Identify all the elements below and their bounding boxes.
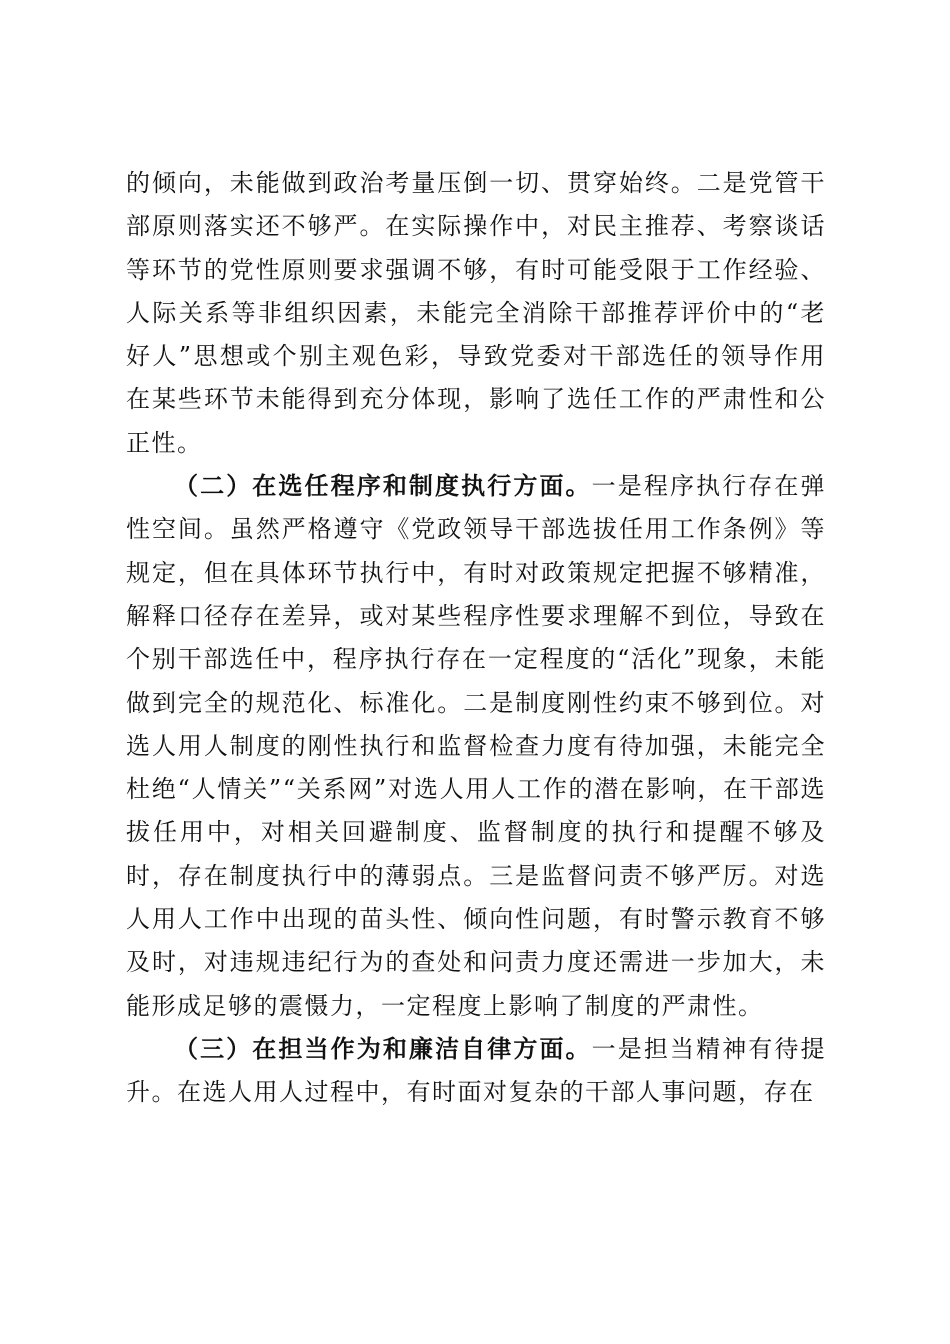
section-heading: （二）在选任程序和制度执行方面。 — [174, 472, 592, 501]
document-body — [126, 162, 826, 1115]
paragraph-section-2 — [126, 465, 826, 1028]
paragraph-continuation — [126, 162, 826, 465]
section-heading: （三）在担当作为和廉洁自律方面。 — [174, 1034, 592, 1063]
paragraph-section-3 — [126, 1028, 826, 1115]
paragraph-text: 一是程序执行存在弹性空间。虽然严格遵守《党政领导干部选拔任用工作条例》等规定，但在具体环节执行中，有时对政策规定把握不够精准，解释口径存在差异，或对某些程序性要求理解不到位，导致在个别干部选任中，程序执行存在一定程度的“活化”现象，未能做到完全的规范化、标准化。二是制度刚性约束不够到位。对选人用人制度的刚性执行和监督检查力度有待加强，未能完全杜绝“人情关”“关系网”对选人用人工作的潜在影响，在干部选拔任用中，对相关回避制度、监督制度的执行和提醒不够及时，存在制度执行中的薄弱点。三是监督问责不够严厉。对选人用人工作中出现的苗头性、倾向性问题，有时警示教育不够及时，对违规违纪行为的查处和问责力度还需进一步加大，未能形成足够的震慑力，一定程度上影响了制度的严肃性。 — [126, 472, 827, 1020]
paragraph-text: 的倾向，未能做到政治考量压倒一切、贯穿始终。二是党管干部原则落实还不够严。在实际操作中，对民主推荐、考察谈话等环节的党性原则要求强调不够，有时可能受限于工作经验、人际关系等非组织因素，未能完全消除干部推荐评价中的“老好人”思想或个别主观色彩，导致党委对干部选任的领导作用在某些环节未能得到充分体现，影响了选任工作的严肃性和公正性。 — [126, 169, 826, 457]
paragraph-text: 一是担当精神有待提升。在选人用人过程中，有时面对复杂的干部人事问题，存在 — [126, 1034, 827, 1107]
